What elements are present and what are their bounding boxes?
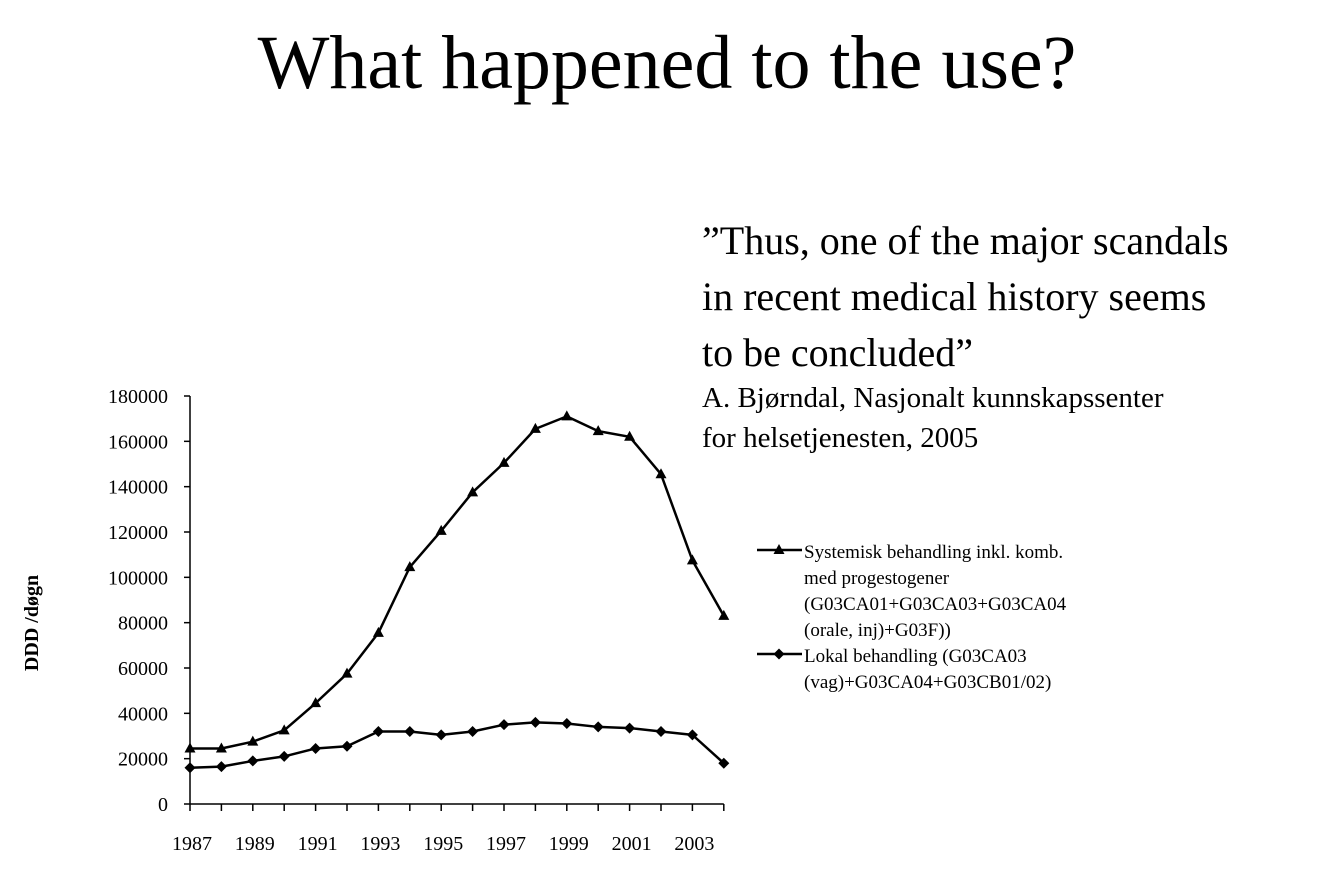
data-point xyxy=(373,726,384,737)
y-tick-label: 80000 xyxy=(118,612,168,635)
quote-line: to be concluded” xyxy=(702,330,973,375)
data-point xyxy=(656,726,667,737)
series-line xyxy=(190,416,724,748)
y-tick-label: 60000 xyxy=(118,658,168,680)
x-tick-label: 1991 xyxy=(297,833,338,855)
data-point xyxy=(342,741,353,752)
data-point xyxy=(467,726,478,737)
data-point xyxy=(310,743,321,754)
data-point xyxy=(624,723,635,734)
data-point xyxy=(561,410,572,420)
attribution-line: for helsetjenesten, 2005 xyxy=(702,422,979,454)
quote-line: in recent medical history seems xyxy=(702,274,1207,319)
y-tick-label: 100000 xyxy=(108,567,168,590)
legend-label: Lokal behandling (G03CA03 xyxy=(804,646,1027,667)
data-point xyxy=(373,627,384,637)
x-tick-label: 1999 xyxy=(548,833,589,855)
legend-label: (vag)+G03CA04+G03CB01/02) xyxy=(804,672,1052,693)
y-tick-label: 40000 xyxy=(118,703,168,726)
x-tick-label: 1987 xyxy=(172,833,212,855)
legend xyxy=(757,542,1067,693)
quote-line: ”Thus, one of the major scandals xyxy=(702,218,1229,263)
attribution-line: A. Bjørndal, Nasjonalt kunnskapssenter xyxy=(702,382,1164,414)
series-2 xyxy=(185,717,730,773)
y-axis-title: DDD /døgn xyxy=(21,574,43,672)
y-tick-label: 140000 xyxy=(108,476,168,499)
y-tick-label: 20000 xyxy=(118,748,168,771)
x-tick-label: 1997 xyxy=(486,833,526,855)
data-point xyxy=(593,721,604,732)
series-line xyxy=(190,722,724,767)
legend-label: (G03CA01+G03CA03+G03CA04 xyxy=(804,594,1067,615)
x-tick-label: 1993 xyxy=(360,833,401,855)
y-tick-label: 0 xyxy=(158,794,168,816)
data-point xyxy=(561,718,572,729)
series-1 xyxy=(185,410,730,752)
y-tick-label: 160000 xyxy=(108,431,168,454)
data-point xyxy=(279,751,290,762)
series-layer xyxy=(185,410,730,773)
data-point xyxy=(216,761,227,772)
data-point xyxy=(247,755,258,766)
legend-marker xyxy=(774,649,785,660)
data-point xyxy=(404,726,415,737)
data-point xyxy=(687,554,698,564)
y-tick-label: 180000 xyxy=(108,386,168,408)
data-point xyxy=(436,729,447,740)
legend-label: (orale, inj)+G03F)) xyxy=(804,620,951,641)
slide-title: What happened to the use? xyxy=(257,21,1077,105)
x-tick-label: 1995 xyxy=(423,833,464,855)
quote-text xyxy=(702,213,1332,381)
data-point xyxy=(499,719,510,730)
legend-label: med progestogener xyxy=(804,568,950,589)
x-axis xyxy=(172,804,724,855)
y-tick-label: 120000 xyxy=(108,522,168,544)
x-tick-label: 2001 xyxy=(611,833,652,855)
x-tick-label: 2003 xyxy=(674,833,715,855)
x-tick-label: 1989 xyxy=(234,833,275,855)
data-point xyxy=(185,762,196,773)
y-axis xyxy=(108,386,190,816)
data-point xyxy=(530,717,541,728)
legend-label: Systemisk behandling inkl. komb. xyxy=(804,542,1064,563)
line-chart xyxy=(0,370,1150,870)
